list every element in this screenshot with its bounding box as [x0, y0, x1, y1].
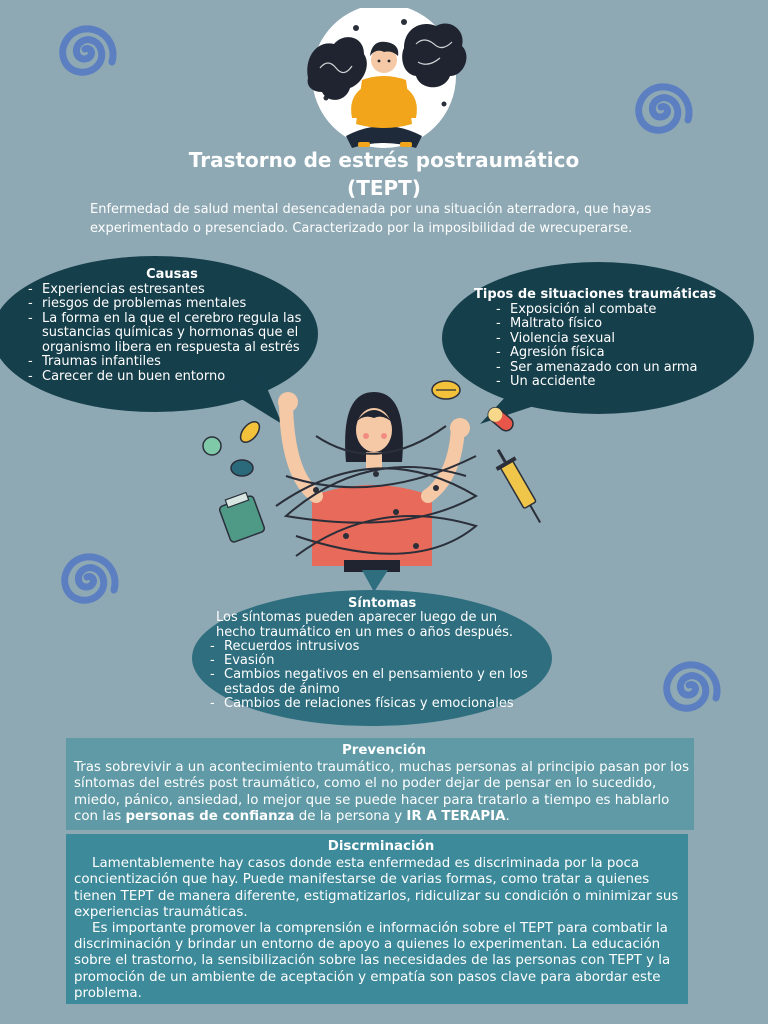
prevencion-bold-confianza: personas de confianza: [125, 808, 295, 824]
medicine-bottle-icon: [219, 492, 266, 543]
sintomas-intro: Los síntomas pueden aparecer luego de un hecho traumático en un mes o años después.: [216, 610, 514, 640]
causas-section: [26, 268, 318, 384]
woman-barbed-wire-illustration: [196, 376, 556, 572]
spiral-decoration-mid-left: [44, 540, 130, 614]
list-item: - Ser amenazado con un arma: [494, 361, 744, 376]
sintomas-heading: Síntomas: [348, 596, 417, 611]
page-title: [0, 146, 768, 202]
causas-list: [26, 283, 318, 385]
prevencion-box: [66, 738, 694, 830]
prevencion-heading: Prevención: [341, 743, 427, 758]
list-item: - Violencia sexual: [494, 332, 744, 347]
list-item: - Cambios negativos en el pensamiento y en los estados de ánimo: [208, 668, 552, 697]
causas-heading: Causas: [146, 267, 198, 282]
title-line-2: (TEPT): [347, 176, 421, 200]
list-item: - Agresión física: [494, 346, 744, 361]
list-item: - Exposición al combate: [494, 303, 744, 318]
sintomas-section: [208, 597, 552, 711]
spiral-decoration-top-right: [618, 70, 704, 144]
discriminacion-paragraph-2: Es importante promover la comprensión e información sobre el TEPT para combatir la discriminación y brindar un entorno de apoyo a quienes lo experimentan. La educación sobre el trastorno, la sensibilización sobre las necesidades de las personas con TEPT y la promoción de un ambiente de aceptación y empatía son pasos clave para abordar este problema.: [74, 921, 671, 1001]
tipos-section: [474, 288, 744, 390]
prevencion-text-part: de la persona y: [294, 808, 407, 824]
prevencion-text: [74, 760, 694, 825]
syringe-icon: [489, 444, 550, 528]
spiral-decoration-top-left: [42, 12, 128, 86]
prevencion-text-part: .: [505, 808, 510, 824]
spiral-decoration-mid-right: [646, 648, 732, 722]
list-item: - Recuerdos intrusivos: [208, 640, 552, 654]
discriminacion-heading: Discrminación: [327, 839, 435, 854]
title-line-1: Trastorno de estrés postraumático: [188, 148, 580, 172]
list-item: - Traumas infantiles: [26, 355, 318, 370]
discriminacion-paragraph-1: Lamentablemente hay casos donde esta enfermedad es discriminada por la poca concientización que hay. Puede manifestarse de varias formas, como tratar a quienes tienen TEPT de manera diferente, estigmatizarlos, ridiculizar su condición o minimizar sus experiencias traumáticas.: [74, 856, 679, 920]
list-item: - Maltrato físico: [494, 317, 744, 332]
list-item: - Carecer de un buen entorno: [26, 370, 318, 385]
discriminacion-box: [66, 834, 688, 1004]
meditating-man-illustration: [296, 8, 472, 156]
prevencion-text-part: Tras sobrevivir a un acontecimiento traumático, muchas personas al principio pasan por los síntomas del estrés post traumático, como el no poder dejar de pensar en lo sucedido, miedo, pánico, ansiedad, lo mejor que se puede hacer para tratarlo a tiempo es hablarlo con las: [74, 760, 690, 824]
sintomas-list: [208, 640, 552, 711]
list-item: - Experiencias estresantes: [26, 283, 318, 298]
list-item: - La forma en la que el cerebro regula las sustancias químicas y hormonas que el organismo libera en respuesta al estrés: [26, 312, 318, 356]
list-item: - Cambios de relaciones físicas y emocionales: [208, 697, 552, 711]
prevencion-bold-terapia: IR A TERAPIA: [406, 808, 506, 824]
intro-text: Enfermedad de salud mental desencadenada por una situación aterradora, que hayas experimentado o presenciado. Caracterizado por la imposibilidad de wrecuperarse.: [90, 202, 652, 236]
list-item: - riesgos de problemas mentales: [26, 297, 318, 312]
list-item: - Un accidente: [494, 375, 744, 390]
list-item: - Evasión: [208, 654, 552, 668]
tipos-heading: Tipos de situaciones traumáticas: [474, 287, 717, 302]
